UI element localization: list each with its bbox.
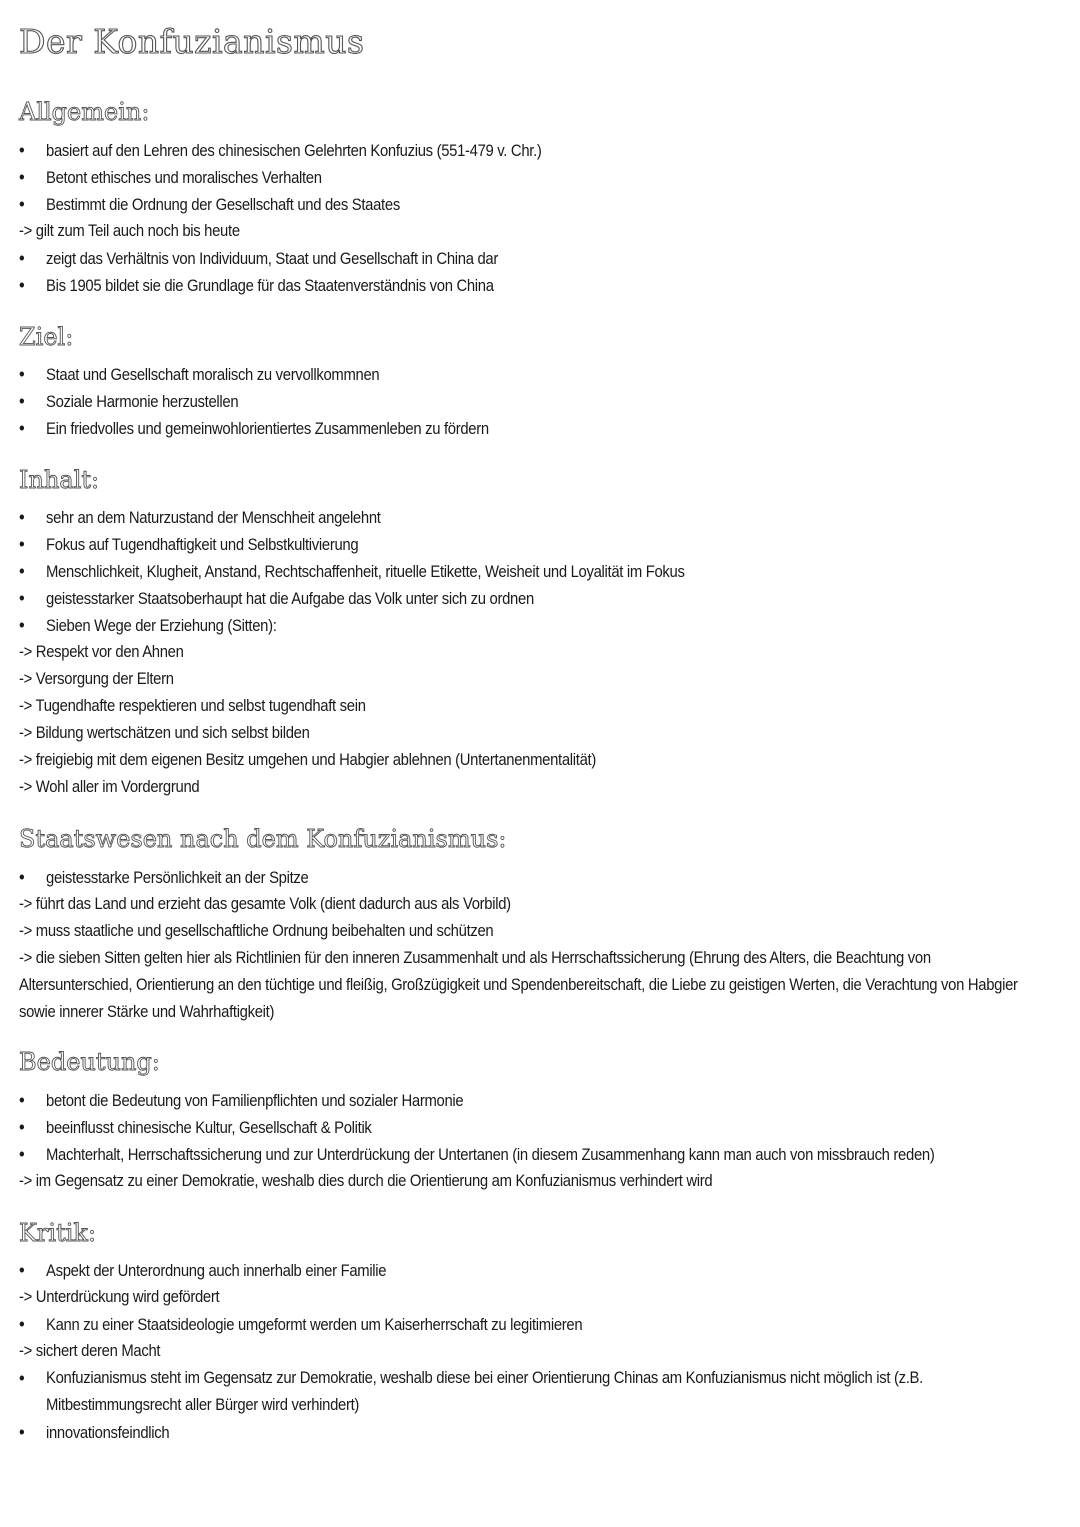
list-item: • beeinflusst chinesische Kultur, Gesellschaft & Politik xyxy=(19,1114,372,1142)
page-title: Der Konfuzianismus xyxy=(19,22,365,61)
list-item: • innovationsfeindlich xyxy=(19,1419,169,1447)
list-item: • Bestimmt die Ordnung der Gesellschaft und des Staates xyxy=(19,191,400,219)
arrow-line: -> sichert deren Macht xyxy=(19,1342,161,1360)
heading-bedeutung: Bedeutung: xyxy=(19,1048,160,1076)
arrow-line: -> Versorgung der Eltern xyxy=(19,670,174,688)
list-item: • Kann zu einer Staatsideologie umgeformt werden um Kaiserherrschaft zu legitimieren xyxy=(19,1311,582,1339)
arrow-line: -> Wohl aller im Vordergrund xyxy=(19,778,200,796)
arrow-line: -> freigiebig mit dem eigenen Besitz umgehen und Habgier ablehnen (Untertanenmentalität) xyxy=(19,751,596,769)
list-item: • Bis 1905 bildet sie die Grundlage für das Staatenverständnis von China xyxy=(19,272,494,300)
arrow-paragraph: -> die sieben Sitten gelten hier als Richtlinien für den inneren Zusammenhalt und als Herrschaftssicherung (Ehrung des Alters, die Beachtung von Altersunterschied, Orientierung an den tüchtige und fleißig, Großzügigkeit und Spendenbereitschaft, die Liebe zu geistigen Werten, die Verachtung von Habgier sowie innerer Stärke und Wahrhaftigkeit) xyxy=(19,949,1018,1021)
bullet-icon: • xyxy=(19,507,25,527)
bullet-icon: • xyxy=(19,1090,25,1110)
bullet-icon: • xyxy=(19,615,25,635)
arrow-line: -> muss staatliche und gesellschaftliche Ordnung beibehalten und schützen xyxy=(19,922,494,940)
arrow-line: -> gilt zum Teil auch noch bis heute xyxy=(19,222,240,240)
bullet-icon: • xyxy=(19,391,25,411)
list-item: • Staat und Gesellschaft moralisch zu vervollkommnen xyxy=(19,361,379,389)
bullet-icon: • xyxy=(19,1314,25,1334)
bullet-icon: • xyxy=(19,1260,25,1280)
bullet-icon: • xyxy=(19,1422,25,1442)
arrow-line: -> im Gegensatz zu einer Demokratie, weshalb dies durch die Orientierung am Konfuzianismus verhindert wird xyxy=(19,1172,713,1190)
arrow-line: -> Tugendhafte respektieren und selbst tugendhaft sein xyxy=(19,697,366,715)
heading-inhalt: Inhalt: xyxy=(19,466,100,494)
list-item: • Aspekt der Unterordnung auch innerhalb einer Familie xyxy=(19,1257,386,1285)
list-item: • sehr an dem Naturzustand der Menschheit angelehnt xyxy=(19,504,381,532)
bullet-icon: • xyxy=(19,248,25,268)
bullet-icon: • xyxy=(19,275,25,295)
list-item: • Ein friedvolles und gemeinwohlorientiertes Zusammenleben zu fördern xyxy=(19,415,489,443)
list-item: • basiert auf den Lehren des chinesischen Gelehrten Konfuzius (551-479 v. Chr.) xyxy=(19,137,542,165)
bullet-icon: • xyxy=(19,364,25,384)
arrow-line: -> Bildung wertschätzen und sich selbst bilden xyxy=(19,724,310,742)
arrow-line: -> Respekt vor den Ahnen xyxy=(19,643,184,661)
list-item: • Machterhalt, Herrschaftssicherung und zur Unterdrückung der Untertanen (in diesem Zusammenhang kann man auch von missbrauch reden) xyxy=(19,1141,934,1169)
bullet-icon: • xyxy=(19,534,25,554)
bullet-icon: • xyxy=(19,418,25,438)
heading-ziel: Ziel: xyxy=(19,323,74,351)
bullet-icon: • xyxy=(19,1117,25,1137)
list-item: • geistesstarker Staatsoberhaupt hat die Aufgabe das Volk unter sich zu ordnen xyxy=(19,585,534,613)
bullet-icon: • xyxy=(19,194,25,214)
bullet-icon: • xyxy=(19,588,25,608)
list-item: • betont die Bedeutung von Familienpflichten und sozialer Harmonie xyxy=(19,1087,463,1115)
arrow-line: -> führt das Land und erzieht das gesamte Volk (dient dadurch aus als Vorbild) xyxy=(19,895,511,913)
bullet-icon: • xyxy=(19,167,25,187)
list-item: • geistesstarke Persönlichkeit an der Spitze xyxy=(19,864,308,892)
bullet-icon: • xyxy=(19,561,25,581)
bullet-icon: • xyxy=(19,140,25,160)
bullet-icon: • xyxy=(19,1144,25,1164)
list-item: • zeigt das Verhältnis von Individuum, Staat und Gesellschaft in China dar xyxy=(19,245,498,273)
list-item: • Betont ethisches und moralisches Verhalten xyxy=(19,164,322,192)
bullet-icon: • xyxy=(19,867,25,887)
list-item: • Fokus auf Tugendhaftigkeit und Selbstkultivierung xyxy=(19,531,358,559)
heading-kritik: Kritik: xyxy=(19,1219,97,1247)
list-item: • Soziale Harmonie herzustellen xyxy=(19,388,238,416)
list-item: • Sieben Wege der Erziehung (Sitten): xyxy=(19,612,277,640)
list-item: • Menschlichkeit, Klugheit, Anstand, Rechtschaffenheit, rituelle Etikette, Weisheit und Loyalität im Fokus xyxy=(19,558,685,586)
list-item: • Konfuzianismus steht im Gegensatz zur Demokratie, weshalb diese bei einer Orientierung Chinas am Konfuzianismus nicht möglich ist (z.B. Mitbestimmungsrecht aller Bürger wird verhindert) xyxy=(19,1365,1045,1419)
heading-staatswesen: Staatswesen nach dem Konfuzianismus: xyxy=(19,825,507,853)
arrow-line: -> Unterdrückung wird gefördert xyxy=(19,1288,220,1306)
bullet-icon: • xyxy=(19,1368,25,1388)
heading-allgemein: Allgemein: xyxy=(19,98,150,126)
